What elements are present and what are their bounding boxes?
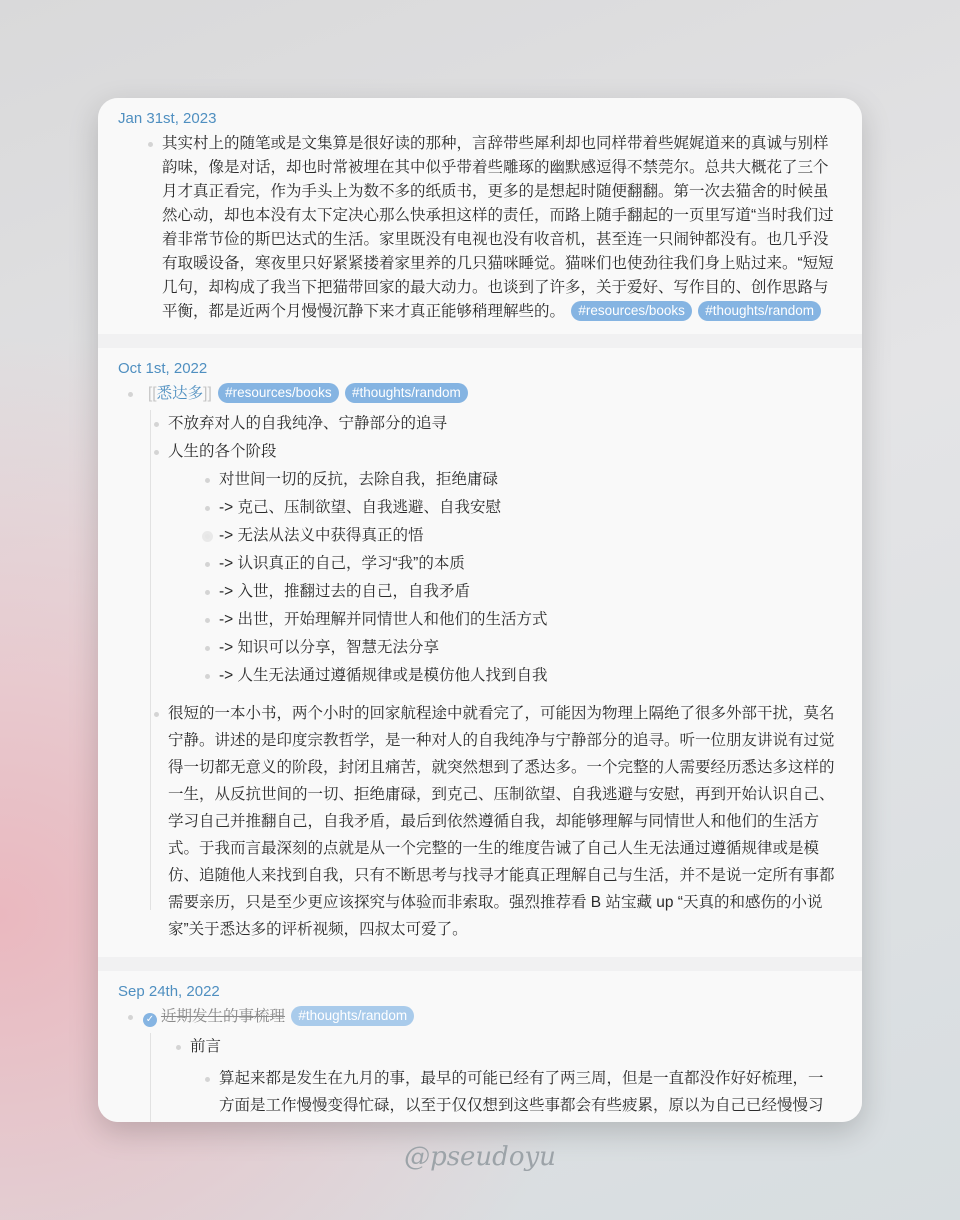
bullet-icon[interactable] xyxy=(205,506,210,511)
block[interactable] xyxy=(118,1033,842,1061)
journal-entry-sep-24 xyxy=(98,971,862,1122)
link-bracket: [[ xyxy=(148,385,157,402)
block[interactable] xyxy=(118,1005,842,1029)
bullet-icon[interactable] xyxy=(205,562,210,567)
stage-item[interactable] xyxy=(118,466,842,494)
stage-text: -> 入世，推翻过去的自己，自我矛盾 xyxy=(219,583,471,600)
bullet-icon[interactable] xyxy=(202,531,213,542)
stage-item[interactable] xyxy=(118,634,842,662)
bullet-icon[interactable] xyxy=(128,392,133,397)
bullet-icon[interactable] xyxy=(205,618,210,623)
stages-list xyxy=(118,466,842,690)
stage-item[interactable] xyxy=(118,578,842,606)
block[interactable] xyxy=(118,132,842,324)
block[interactable] xyxy=(118,382,842,406)
stage-text: -> 认识真正的自己，学习“我”的本质 xyxy=(219,555,465,572)
bullet-icon[interactable] xyxy=(205,590,210,595)
stage-item[interactable] xyxy=(118,522,842,550)
stage-text: -> 知识可以分享，智慧无法分享 xyxy=(219,639,440,656)
tag-thoughts-random[interactable]: #thoughts/random xyxy=(345,383,468,403)
block-text: 算起来都是发生在九月的事，最早的可能已经有了两三周，但是一直都没作好好梳理，一方面是工作慢慢变得忙碌，以至于仅仅想到这些事都会有些疲累，原以为自己已经慢慢习 xyxy=(219,1070,824,1114)
watermark: @pseudoyu xyxy=(404,1142,556,1172)
task-title: 近期发生的事梳理 xyxy=(161,1008,286,1025)
tag-resources-books[interactable]: #resources/books xyxy=(571,301,692,321)
tag-thoughts-random[interactable]: #thoughts/random xyxy=(698,301,821,321)
stage-text: 对世间一切的反抗，去除自我，拒绝庸碌 xyxy=(219,471,499,488)
stage-item[interactable] xyxy=(118,494,842,522)
stage-text: -> 出世，开始理解并同情世人和他们的生活方式 xyxy=(219,611,548,628)
stage-item[interactable] xyxy=(118,662,842,690)
stage-text: -> 克己、压制欲望、自我逃避、自我安慰 xyxy=(219,499,502,516)
block[interactable] xyxy=(118,700,842,943)
stage-item[interactable] xyxy=(118,606,842,634)
block-text: 其实村上的随笔或是文集算是很好读的那种，言辞带些犀利却也同样带着些娓娓道来的真诚与别样韵味，像是对话，却也时常被埋在其中似乎带着些雕琢的幽默感逗得不禁莞尔。总共大概花了三个月才真正看完，作为手头上为数不多的纸质书，更多的是想起时随便翻翻。第一次去猫舍的时候虽然心动，却也本没有太下定决心那么快承担这样的责任，而路上随手翻起的一页里写道“当时我们过着非常节俭的斯巴达式的生活。家里既没有电视也没有收音机，甚至连一只闹钟都没有。也几乎没有取暖设备，寒夜里只好紧紧搂着家里养的几只猫咪睡觉。猫咪们也使劲往我们身上贴过来。“短短几句，却构成了我当下把猫带回家的最大动力。也谈到了许多，关于爱好、写作目的、创作思路与平衡，都是近两个月慢慢沉静下来才真正能够稍理解些的。 xyxy=(162,135,834,320)
bullet-icon[interactable] xyxy=(154,422,159,427)
bullet-icon[interactable] xyxy=(205,674,210,679)
bullet-icon[interactable] xyxy=(205,646,210,651)
done-check-icon[interactable]: ✓ xyxy=(143,1013,157,1027)
bullet-icon[interactable] xyxy=(154,712,159,717)
tag-thoughts-random[interactable]: #thoughts/random xyxy=(291,1006,414,1026)
stage-text: -> 人生无法通过遵循规律或是模仿他人找到自我 xyxy=(219,667,548,684)
block-text: 前言 xyxy=(190,1038,222,1055)
block-text: 不放弃对人的自我纯净、宁静部分的追寻 xyxy=(168,415,448,432)
bullet-icon[interactable] xyxy=(176,1045,181,1050)
stage-text: -> 无法从法义中获得真正的悟 xyxy=(219,527,424,544)
journal-entry-jan-31 xyxy=(98,98,862,334)
block[interactable] xyxy=(118,410,842,438)
page-link[interactable]: 悉达多 xyxy=(156,385,204,402)
link-bracket: ]] xyxy=(203,385,212,402)
journal-entry-oct-1 xyxy=(98,348,862,957)
block-text: 人生的各个阶段 xyxy=(168,443,277,460)
bullet-icon[interactable] xyxy=(154,450,159,455)
bullet-icon[interactable] xyxy=(128,1015,133,1020)
entry-date[interactable]: Jan 31st, 2023 xyxy=(118,110,217,127)
stage-item[interactable] xyxy=(118,550,842,578)
tag-resources-books[interactable]: #resources/books xyxy=(218,383,339,403)
entry-date[interactable]: Oct 1st, 2022 xyxy=(118,360,208,377)
block-text: 很短的一本小书，两个小时的回家航程途中就看完了，可能因为物理上隔绝了很多外部干扰，莫名宁静。讲述的是印度宗教哲学，是一种对人的自我纯净与宁静部分的追寻。听一位朋友讲说有过觉得一切都无意义的阶段，封闭且痛苦，就突然想到了悉达多。一个完整的人需要经历悉达多这样的一生，从反抗世间的一切、拒绝庸碌，到克己、压制欲望、自我逃避与安慰，再到开始认识自己、学习自己并推翻自己，自我矛盾，最后到依然遵循自我，却能够理解与同情世人和他们的生活方式。于我而言最深刻的点就是从一个完整的一生的维度告诫了自己人生无法通过遵循规律或是模仿、追随他人来找到自我，只有不断思考与找寻才能真正理解自己与生活，并不是说一定所有事都需要亲历，只是至少更应该探究与体验而非索取。强烈推荐看 B 站宝藏 up “天真的和感伤的小说家”关于悉达多的评析视频，四叔太可爱了。 xyxy=(168,705,835,938)
block[interactable] xyxy=(118,438,842,466)
bullet-icon[interactable] xyxy=(205,478,210,483)
bullet-icon[interactable] xyxy=(205,1077,210,1082)
bullet-icon[interactable] xyxy=(148,142,153,147)
block[interactable] xyxy=(118,1065,842,1122)
entry-date[interactable]: Sep 24th, 2022 xyxy=(118,983,220,1000)
journal-card xyxy=(98,98,862,1122)
